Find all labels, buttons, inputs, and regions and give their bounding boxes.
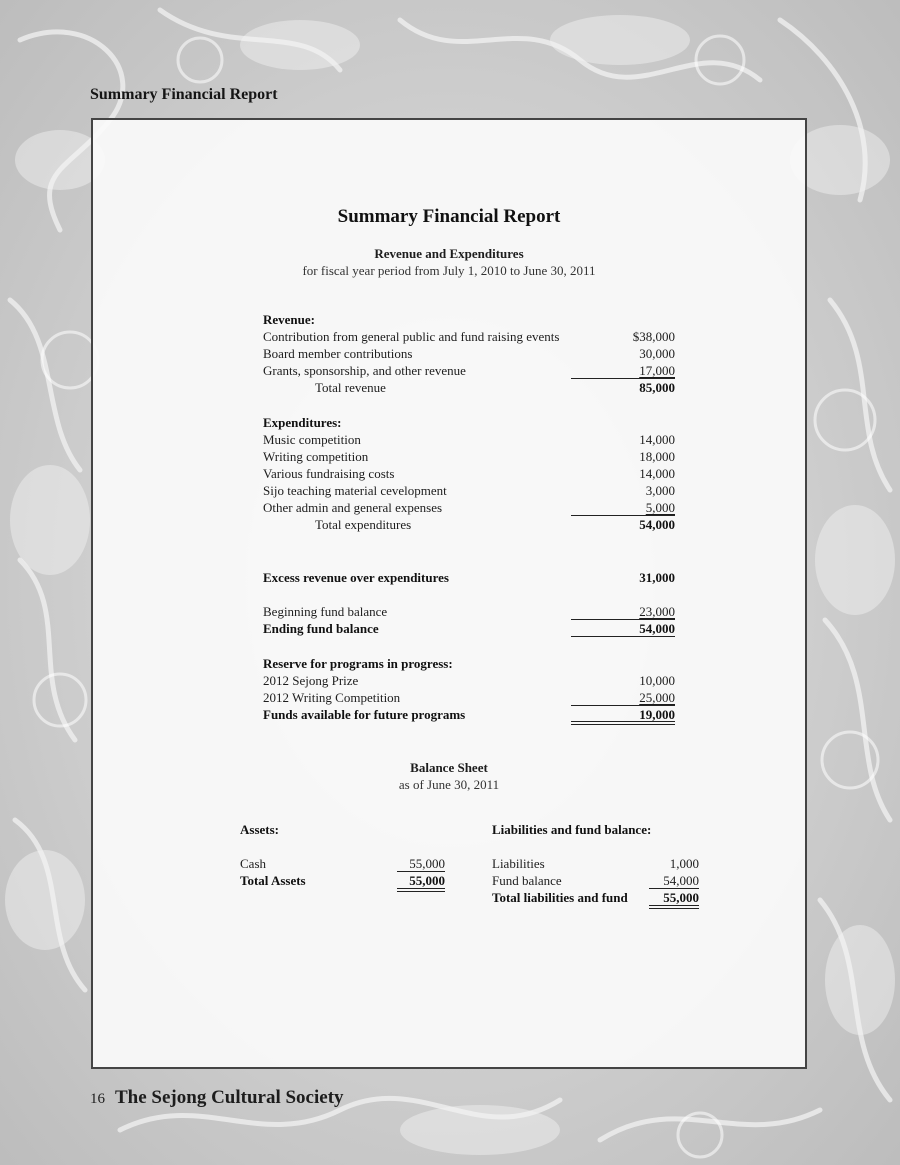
total-rule [571,636,675,637]
double-total-rule [571,721,675,725]
revenue-heading: Revenue: [263,312,315,327]
funds-available-row: Funds available for future programs 19,000 [263,707,675,722]
expenditure-row: Other admin and general expenses 5,000 [263,500,675,515]
expenditure-row: Writing competition 18,000 [263,449,675,464]
cash-label: Cash [240,856,266,871]
revenue-row: Contribution from general public and fund raising events $38,000 [263,329,675,344]
excess-row: Excess revenue over expenditures 31,000 [263,570,675,585]
page-number: 16 [90,1091,105,1107]
cash-value: 55,000 [409,856,445,871]
beginning-balance-row: Beginning fund balance 23,000 [263,604,675,619]
report-panel [91,118,807,1069]
revenue-total-row: Total revenue 85,000 [315,380,675,395]
expenditures-heading: Expenditures: [263,415,342,430]
expenditure-row: Music competition 14,000 [263,432,675,447]
reserve-heading: Reserve for programs in progress: [263,656,453,671]
expenditure-row: Sijo teaching material cevelopment 3,000 [263,483,675,498]
total-liabilities-value: 55,000 [663,890,699,905]
revenue-row: Board member contributions 30,000 [263,346,675,361]
page-footer [90,1087,344,1109]
total-assets-label: Total Assets [240,873,306,888]
total-liabilities-label: Total liabilities and fund [492,890,628,905]
running-header: Summary Financial Report [90,86,278,103]
liabilities-value: 1,000 [669,856,699,871]
report-subtitle: Revenue and Expenditures [374,246,524,261]
revenue-row: Grants, sponsorship, and other revenue 17,000 [263,363,675,378]
ending-balance-row: Ending fund balance 54,000 [263,621,675,636]
balance-sheet-title: Balance Sheet [410,760,488,775]
fund-balance-label: Fund balance [492,873,562,888]
balance-sheet-date: as of June 30, 2011 [398,777,500,792]
liabilities-label: Liabilities [492,856,545,871]
organization-name: The Sejong Cultural Society [115,1087,344,1108]
liabilities-heading: Liabilities and fund balance: [492,822,652,837]
reserve-row: 2012 Sejong Prize 10,000 [263,673,675,688]
reserve-row: 2012 Writing Competition 25,000 [263,690,675,705]
report-title: Summary Financial Report [337,206,561,227]
expenditures-total-row: Total expenditures 54,000 [315,517,675,532]
fund-balance-value: 54,000 [663,873,699,888]
double-total-rule [649,905,699,909]
double-total-rule [397,888,445,892]
assets-heading: Assets: [240,822,279,837]
total-assets-value: 55,000 [409,873,445,888]
report-period: for fiscal year period from July 1, 2010 to June 30, 2011 [302,263,596,278]
expenditure-row: Various fundraising costs 14,000 [263,466,675,481]
